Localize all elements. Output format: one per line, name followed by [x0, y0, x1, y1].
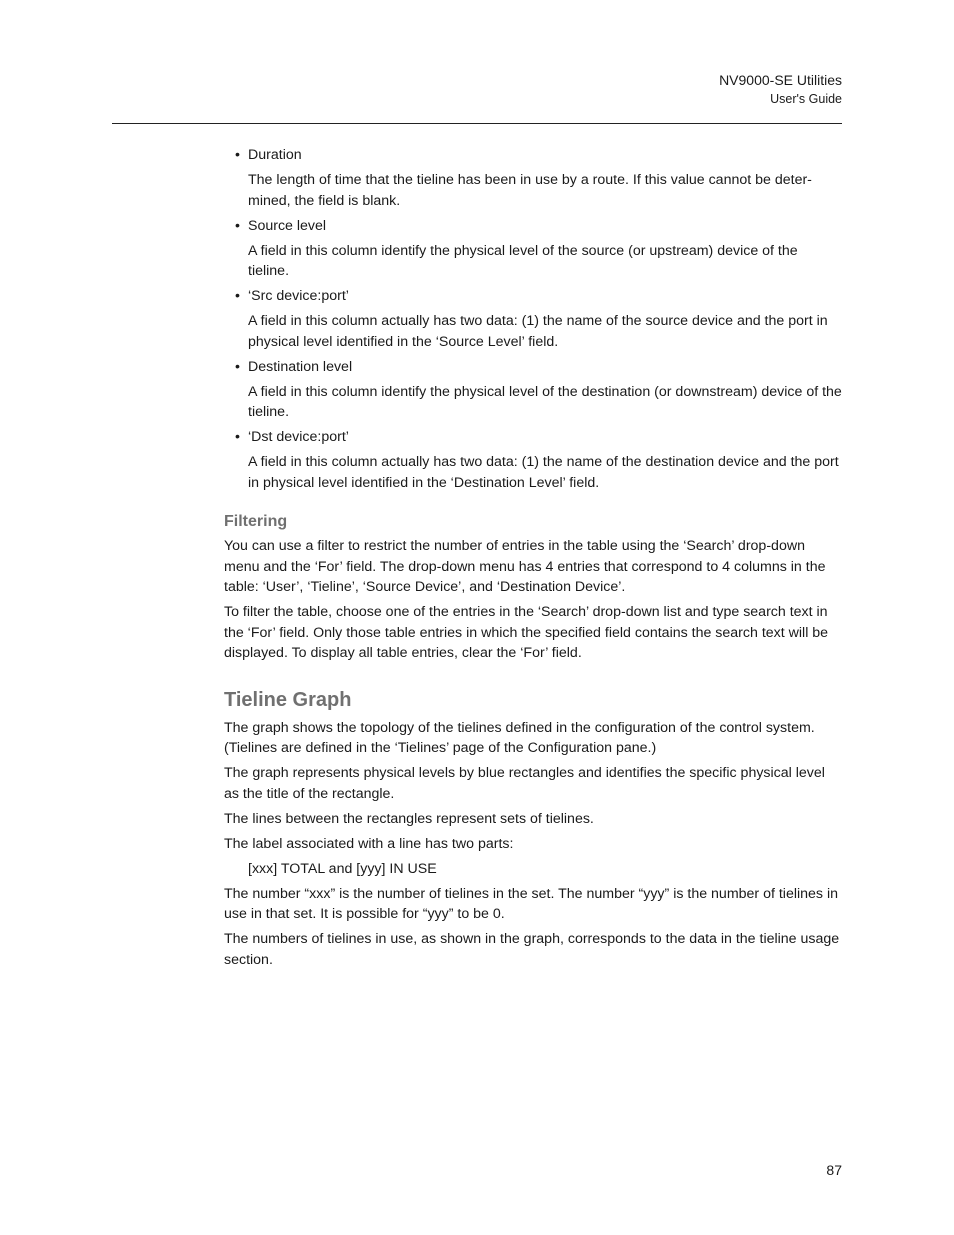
bullet-label: Duration	[248, 147, 302, 163]
filtering-heading: Filtering	[224, 513, 288, 530]
column-description-list	[224, 145, 842, 493]
header-subtitle: User's Guide	[770, 92, 842, 106]
list-item	[224, 357, 842, 378]
filtering-paragraph: To filter the table, choose one of the entries in the ‘Search’ drop-down list and type search text in the ‘For’ field. Only those table entries in which the specified field contains the search text will be displayed. To display all table entries, clear the ‘For’ field.	[224, 604, 829, 661]
tieline-graph-paragraph: The number “xxx” is the number of tielines in the set. The number “yyy” is the number of tielines in use in that set. It is possible for “yyy” to be 0.	[224, 885, 839, 922]
bullet-icon: •	[235, 288, 240, 304]
bullet-label: ‘Src device:port’	[248, 288, 349, 304]
bullet-description: A field in this column identify the physical level of the destination (or downstream) device of the tieline.	[248, 383, 842, 420]
bullet-icon: •	[235, 217, 240, 234]
filtering-paragraph: You can use a filter to restrict the number of entries in the table using the ‘Search’ drop-down menu and the ‘For’ field. The drop-down menu has 4 entries that correspond to 4 columns in the table: ‘User’, ‘Tieline’, ‘Source Device’, and ‘Destination Device’.	[224, 538, 826, 595]
label-format-example: [xxx] TOTAL and [yyy] IN USE	[248, 860, 437, 877]
bullet-description: The length of time that the tieline has been in use by a route. If this value cannot be deter-mined, the field is blank.	[248, 172, 812, 209]
page-content	[224, 145, 842, 975]
bullet-icon: •	[235, 429, 240, 445]
tieline-graph-paragraph: The label associated with a line has two parts:	[224, 835, 514, 852]
bullet-label: Destination level	[248, 358, 353, 375]
list-item	[224, 216, 842, 237]
tieline-graph-paragraph: The numbers of tielines in use, as shown in the graph, corresponds to the data in the tieline usage section.	[224, 931, 840, 968]
bullet-description: A field in this column identify the physical level of the source (or upstream) device of the tieline.	[248, 242, 798, 279]
list-item	[224, 286, 842, 307]
bullet-icon: •	[235, 147, 240, 163]
tieline-graph-paragraph: The graph shows the topology of the tielines defined in the configuration of the control system. (Tielines are defined in the ‘Tielines’ page of the Configuration pane.)	[224, 719, 815, 756]
page-number: 87	[826, 1162, 842, 1178]
header-title: NV9000-SE Utilities	[719, 72, 842, 88]
tieline-graph-paragraph: The lines between the rectangles represent sets of tielines.	[224, 810, 594, 827]
bullet-label: Source level	[248, 217, 327, 234]
bullet-icon: •	[235, 358, 240, 375]
tieline-graph-heading: Tieline Graph	[224, 688, 352, 711]
tieline-graph-paragraph: The graph represents physical levels by blue rectangles and identifies the specific physical level as the title of the rectangle.	[224, 765, 825, 802]
header-rule	[112, 123, 842, 124]
bullet-label: ‘Dst device:port’	[248, 429, 349, 445]
bullet-description: A field in this column actually has two data: (1) the name of the destination device and the port in physical level identified in the ‘Destination Level’ field.	[248, 454, 839, 491]
running-header	[719, 70, 842, 108]
list-item	[224, 145, 842, 166]
list-item	[224, 427, 842, 448]
bullet-description: A field in this column actually has two data: (1) the name of the source device and the port in physical level identified in the ‘Source Level’ field.	[248, 313, 828, 350]
